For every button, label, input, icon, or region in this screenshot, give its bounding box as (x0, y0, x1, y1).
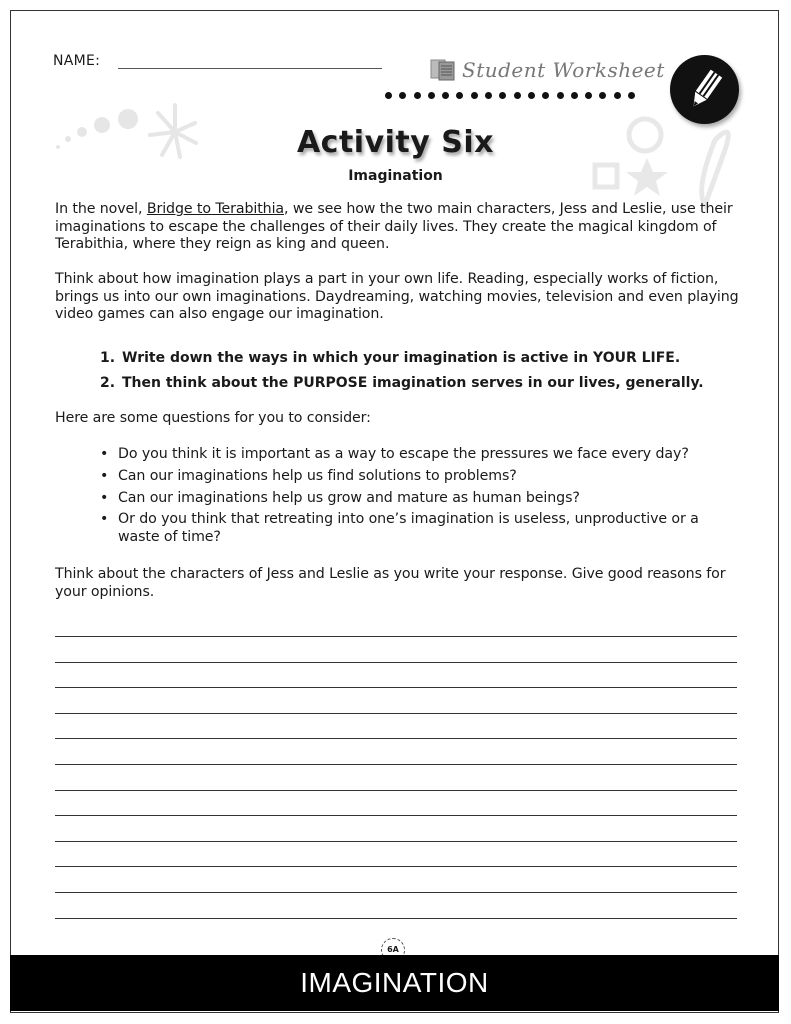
page-subtitle: Imagination (348, 168, 443, 184)
question-list (100, 443, 750, 546)
book-title: Bridge to Terabithia (146, 201, 285, 217)
step-text: Then think about the PURPOSE imagination serves in our lives, generally. (122, 375, 704, 391)
name-input-line[interactable] (118, 68, 382, 69)
writing-area[interactable] (55, 636, 737, 943)
question-item (100, 443, 750, 465)
question-text: Do you think it is important as a way to escape the pressures we face every day? (118, 446, 689, 462)
page-title: Activity Six (296, 125, 495, 160)
question-item (100, 487, 750, 509)
question-text: Can our imaginations help us find solutions to problems? (118, 468, 517, 484)
page-marker: 6A (381, 938, 405, 962)
writing-line[interactable] (55, 764, 737, 790)
writing-line[interactable] (55, 687, 737, 713)
pencil-icon (683, 68, 727, 112)
step-item (100, 371, 704, 396)
question-item (100, 511, 750, 546)
question-text: Or do you think that retreating into one’s imagination is useless, unproductive or a waste of time? (118, 511, 699, 545)
writing-line[interactable] (55, 662, 737, 688)
question-text: Can our imaginations help us grow and mature as human beings? (118, 490, 580, 506)
bullet-icon: • (100, 468, 109, 484)
writing-line[interactable] (55, 815, 737, 841)
step-text: Write down the ways in which your imagination is active in YOUR LIFE. (122, 350, 681, 366)
bullet-icon: • (100, 490, 109, 506)
dotted-divider (385, 92, 635, 99)
writing-line[interactable] (55, 841, 737, 867)
bullet-icon: • (100, 446, 109, 462)
step-number: 1. (100, 350, 116, 366)
closing-paragraph: Think about the characters of Jess and Leslie as you write your response. Give good reasons for your opinions. (55, 566, 726, 600)
student-worksheet-header (430, 58, 665, 82)
questions-intro: Here are some questions for you to consider: (55, 410, 371, 426)
question-item (100, 465, 750, 487)
writing-line[interactable] (55, 636, 737, 662)
writing-line[interactable] (55, 738, 737, 764)
instruction-steps (100, 346, 704, 396)
intro-text-end: , we see how the two main characters, Jess and Leslie, use their imaginations to escape the challenges of their daily lives. They create the magical kingdom of Terabithia, where they reign as king and queen. (55, 201, 733, 253)
writing-line[interactable] (55, 892, 737, 918)
writing-line[interactable] (55, 713, 737, 739)
think-paragraph: Think about how imagination plays a part in your own life. Reading, especially works of fiction, brings us into our own imaginations. Daydreaming, watching movies, television and even playing video games can also engage our imagination. (55, 271, 739, 323)
bullet-icon: • (100, 511, 109, 527)
name-label: NAME: (53, 53, 101, 69)
step-item (100, 346, 704, 371)
step-number: 2. (100, 375, 116, 391)
worksheet-label: Student Worksheet (462, 58, 665, 82)
writing-line[interactable] (55, 790, 737, 816)
worksheet-pages-icon (430, 59, 456, 81)
intro-text-start: In the novel, (55, 201, 147, 217)
writing-line[interactable] (55, 866, 737, 892)
intro-paragraph (55, 201, 745, 254)
footer-banner: IMAGINATION (10, 955, 779, 1011)
